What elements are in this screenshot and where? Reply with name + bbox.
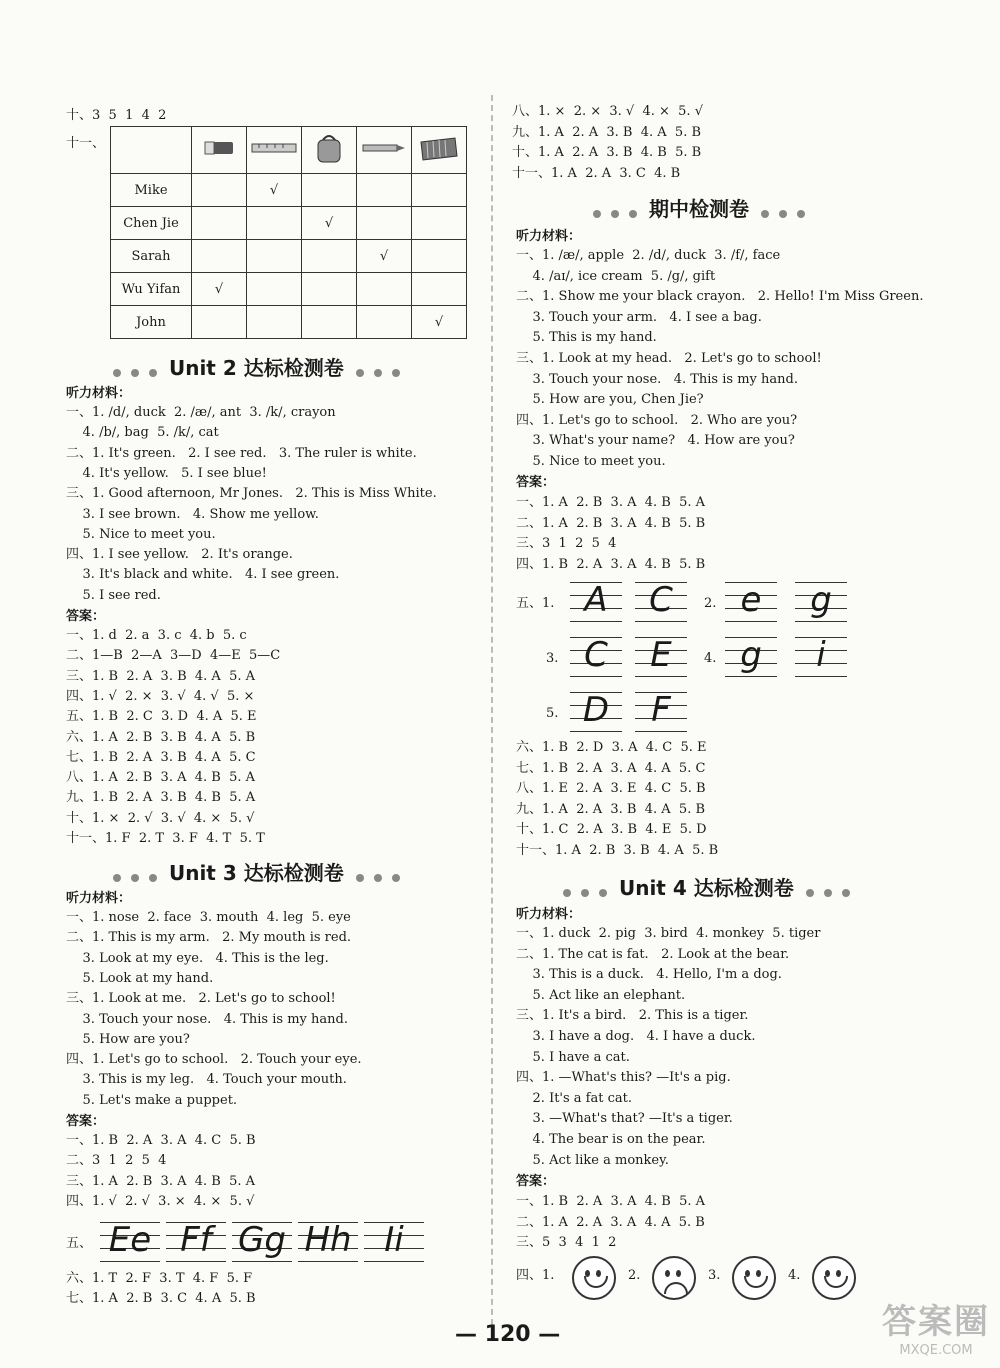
answer-line: 一、1. A 2. B 3. A 4. B 5. A <box>516 495 706 510</box>
decor-dots <box>108 863 162 887</box>
handwritten-letter: Ii <box>384 1220 404 1260</box>
table-row <box>111 240 467 273</box>
handwritten-letter: e <box>740 580 762 620</box>
listening-line: 四、1. Let's go to school. 2. Who are you? <box>516 412 798 428</box>
letter-writing-box <box>100 1222 160 1262</box>
listening-line: 二、1. This is my arm. 2. My mouth is red. <box>66 930 352 946</box>
letter-writing-box <box>298 1222 358 1262</box>
cell <box>302 240 357 273</box>
answer-line: 三、1. A 2. B 3. A 4. B 5. A <box>66 1173 256 1189</box>
face-number-2: 2. <box>628 1268 641 1283</box>
cell <box>192 207 247 240</box>
table-row <box>111 306 467 339</box>
sad-face-icon <box>652 1256 696 1300</box>
cell <box>357 273 412 306</box>
answer-line: 一、1. B 2. A 3. A 4. B 5. A <box>516 1194 706 1209</box>
cell <box>192 240 247 273</box>
pencil-icon <box>357 127 412 174</box>
cell <box>302 273 357 306</box>
answer-label: 答案： <box>66 1114 106 1129</box>
face-number-4: 4. <box>788 1268 801 1283</box>
listening-line: 3. This is a duck. 4. Hello, I'm a dog. <box>516 967 782 983</box>
listening-line: 一、1. nose 2. face 3. mouth 4. leg 5. eye <box>66 910 351 925</box>
answer-line: 四、1. √ 2. √ 3. × 4. × 5. √ <box>66 1193 255 1209</box>
answer-line: 三、5 3 4 1 2 <box>516 1235 617 1251</box>
answer-line: 九、1. B 2. A 3. B 4. B 5. A <box>66 790 256 806</box>
listening-line: 3. I have a dog. 4. I have a duck. <box>516 1029 756 1044</box>
row-name: Wu Yifan <box>111 273 192 306</box>
answer-line: 七、1. A 2. B 3. C 4. A 5. B <box>66 1291 256 1307</box>
midterm-title: 期中检测卷 <box>588 193 810 223</box>
cell <box>412 240 467 273</box>
listening-line: 一、1. /æ/, apple 2. /d/, duck 3. /f/, face <box>516 248 781 263</box>
listen-label: 听力材料： <box>516 907 582 922</box>
listening-line: 四、1. —What's this? —It's a pig. <box>516 1070 731 1086</box>
letter-writing-box <box>364 1222 424 1262</box>
answer-line: 八、1. E 2. A 3. E 4. C 5. B <box>516 781 706 797</box>
handwritten-letter: g <box>740 635 762 675</box>
listening-line: 5. Nice to meet you. <box>66 526 216 542</box>
listening-line: 5. Nice to meet you. <box>516 454 666 469</box>
answer-line: 二、3 1 2 5 4 <box>66 1153 167 1169</box>
answer-line: 六、1. T 2. F 3. T 4. F 5. F <box>66 1271 253 1286</box>
listening-line: 3. Touch your arm. 4. I see a bag. <box>516 309 762 325</box>
section-11-label: 十一、 <box>66 136 106 151</box>
listening-line: 一、1. /d/, duck 2. /æ/, ant 3. /k/, crayon <box>66 405 336 420</box>
unit3-a5-label: 五、 <box>66 1236 93 1251</box>
cell: √ <box>247 174 302 207</box>
handwritten-letter: F <box>651 690 671 730</box>
listening-line: 5. This is my hand. <box>516 330 657 346</box>
answer-line: 十一、1. A 2. A 3. C 4. B <box>512 165 681 181</box>
answer-line: 六、1. B 2. D 3. A 4. C 5. E <box>516 740 707 755</box>
unit4-title: Unit 4 达标检测卷 <box>558 872 855 902</box>
letter-writing-box <box>635 692 687 732</box>
section-10-answer: 十、3 5 1 4 2 <box>66 108 167 123</box>
listening-line: 二、1. Show me your black crayon. 2. Hello! I'm Miss Green. <box>516 289 924 305</box>
listening-line: 3. Touch your nose. 4. This is my hand. <box>516 371 798 387</box>
cell <box>192 174 247 207</box>
answer-line: 一、1. d 2. a 3. c 4. b 5. c <box>66 628 247 643</box>
listening-line: 3. It's black and white. 4. I see green. <box>66 567 340 583</box>
cell <box>412 273 467 306</box>
answer-line: 八、1. A 2. B 3. A 4. B 5. A <box>66 770 256 786</box>
unit3-title: Unit 3 达标检测卷 <box>108 857 405 887</box>
listening-line: 一、1. duck 2. pig 3. bird 4. monkey 5. tiger <box>516 926 821 941</box>
listening-line: 二、1. It's green. 2. I see red. 3. The ruler is white. <box>66 445 417 461</box>
writing-label-3: 3. <box>546 651 559 666</box>
cell <box>247 207 302 240</box>
handwritten-letter: A <box>584 580 608 620</box>
cell <box>302 306 357 339</box>
cell: √ <box>412 306 467 339</box>
writing-label-5: 5. <box>546 706 559 721</box>
eraser-icon <box>192 127 247 174</box>
row-name: Sarah <box>111 240 192 273</box>
listening-line: 3. —What's that? —It's a tiger. <box>516 1111 733 1127</box>
listen-label: 听力材料： <box>516 229 582 244</box>
ruler-icon <box>247 127 302 174</box>
cell <box>302 174 357 207</box>
decor-dots <box>108 358 162 382</box>
letter-writing-box <box>635 637 687 677</box>
listening-line: 二、1. The cat is fat. 2. Look at the bear. <box>516 946 790 962</box>
letter-writing-box <box>166 1222 226 1262</box>
letter-writing-box <box>570 637 622 677</box>
answer-line: 三、1. B 2. A 3. B 4. A 5. A <box>66 668 256 684</box>
listening-line: 三、1. Good afternoon, Mr Jones. 2. This is Miss White. <box>66 486 437 502</box>
listening-line: 4. /aɪ/, ice cream 5. /g/, gift <box>516 268 716 284</box>
watermark-logo: 答案圈 MXQE.COM <box>882 1302 990 1358</box>
listening-line: 四、1. Let's go to school. 2. Touch your eye. <box>66 1052 362 1068</box>
letter-writing-box <box>725 637 777 677</box>
answer-line: 二、1—B 2—A 3—D 4—E 5—C <box>66 648 281 664</box>
listening-line: 3. Touch your nose. 4. This is my hand. <box>66 1011 348 1027</box>
listening-line: 三、1. Look at my head. 2. Let's go to school! <box>516 351 822 366</box>
handwritten-letter: i <box>816 635 826 675</box>
cell <box>192 306 247 339</box>
decor-dots <box>558 878 612 902</box>
answer-line: 六、1. A 2. B 3. B 4. A 5. B <box>66 729 256 745</box>
answer-line: 二、1. A 2. B 3. A 4. B 5. B <box>516 515 706 531</box>
writing-label-4: 4. <box>704 651 717 666</box>
handwritten-letter: C <box>649 580 673 620</box>
answer-line: 一、1. B 2. A 3. A 4. C 5. B <box>66 1133 256 1148</box>
unit2-title: Unit 2 达标检测卷 <box>108 352 405 382</box>
happy-face-icon <box>812 1256 856 1300</box>
table-row <box>111 174 467 207</box>
answer-line: 九、1. A 2. A 3. B 4. A 5. B <box>512 124 702 140</box>
writing-label-2: 2. <box>704 596 717 611</box>
table-corner <box>111 127 192 174</box>
cell: √ <box>302 207 357 240</box>
listening-line: 三、1. Look at me. 2. Let's go to school! <box>66 991 336 1007</box>
answer-line: 十一、1. A 2. B 3. B 4. A 5. B <box>516 843 719 858</box>
answer-line: 十、1. × 2. √ 3. √ 4. × 5. √ <box>66 810 255 826</box>
answer-line: 十、1. A 2. A 3. B 4. B 5. B <box>512 145 702 160</box>
answer-line: 七、1. B 2. A 3. B 4. A 5. C <box>66 749 256 765</box>
handwritten-letter: Gg <box>238 1220 286 1260</box>
listening-line: 4. It's yellow. 5. I see blue! <box>66 465 267 481</box>
row-name: John <box>111 306 192 339</box>
decor-dots <box>588 199 642 223</box>
answer-line: 八、1. × 2. × 3. √ 4. × 5. √ <box>512 104 703 119</box>
cell <box>247 240 302 273</box>
answer-label: 答案： <box>516 1174 556 1189</box>
handwritten-letter: Hh <box>304 1220 352 1260</box>
listening-line: 三、1. It's a bird. 2. This is a tiger. <box>516 1008 749 1024</box>
writing-label-1: 五、1. <box>516 596 555 611</box>
answer-line: 二、1. A 2. A 3. A 4. A 5. B <box>516 1214 705 1230</box>
answer-line: 九、1. A 2. A 3. B 4. A 5. B <box>516 801 706 817</box>
cell: √ <box>192 273 247 306</box>
answer-table <box>110 126 467 339</box>
handwritten-letter: g <box>810 580 832 620</box>
answer-label: 答案： <box>516 475 556 490</box>
cell <box>412 174 467 207</box>
cell <box>247 306 302 339</box>
listen-label: 听力材料： <box>66 386 132 401</box>
decor-dots <box>756 199 810 223</box>
decor-dots <box>801 878 855 902</box>
listening-line: 3. This is my leg. 4. Touch your mouth. <box>66 1072 347 1088</box>
listening-line: 3. Look at my eye. 4. This is the leg. <box>66 950 329 966</box>
letter-writing-box <box>795 582 847 622</box>
listening-line: 5. I see red. <box>66 587 161 603</box>
listening-line: 2. It's a fat cat. <box>516 1090 632 1106</box>
cell: √ <box>357 240 412 273</box>
row-name: Chen Jie <box>111 207 192 240</box>
answer-line: 十、1. C 2. A 3. B 4. E 5. D <box>516 822 707 838</box>
happy-face-icon <box>572 1256 616 1300</box>
handwritten-letter: D <box>582 690 610 730</box>
listening-line: 5. I have a cat. <box>516 1049 630 1065</box>
listening-line: 3. What's your name? 4. How are you? <box>516 433 795 449</box>
table-row <box>111 273 467 306</box>
listening-line: 4. The bear is on the pear. <box>516 1132 706 1147</box>
letter-writing-box <box>570 692 622 732</box>
handwritten-letter: Ff <box>180 1220 212 1260</box>
answer-line: 三、3 1 2 5 4 <box>516 536 617 551</box>
pencil-box-icon <box>412 127 467 174</box>
faces-label: 四、1. <box>516 1268 555 1283</box>
listening-line: 5. Act like a monkey. <box>516 1152 669 1168</box>
row-name: Mike <box>111 174 192 207</box>
listening-line: 5. How are you, Chen Jie? <box>516 392 704 408</box>
listening-line: 5. Look at my hand. <box>66 970 214 986</box>
cell <box>247 273 302 306</box>
page-number: — 120 — <box>455 1322 561 1347</box>
answer-line: 四、1. B 2. A 3. A 4. B 5. B <box>516 556 706 572</box>
answer-label: 答案： <box>66 609 106 624</box>
decor-dots <box>351 358 405 382</box>
cell <box>412 207 467 240</box>
handwritten-letter: E <box>650 635 672 675</box>
answer-line: 十一、1. F 2. T 3. F 4. T 5. T <box>66 831 265 846</box>
cell <box>357 174 412 207</box>
answer-line: 七、1. B 2. A 3. A 4. A 5. C <box>516 760 706 776</box>
listening-line: 5. How are you? <box>66 1031 190 1047</box>
table-row <box>111 207 467 240</box>
listening-line: 3. I see brown. 4. Show me yellow. <box>66 506 319 522</box>
cell <box>357 207 412 240</box>
happy-face-icon <box>732 1256 776 1300</box>
handwritten-letter: Ee <box>108 1220 152 1260</box>
handwritten-letter: C <box>584 635 608 675</box>
listening-line: 4. /b/, bag 5. /k/, cat <box>66 425 219 441</box>
listen-label: 听力材料： <box>66 891 132 906</box>
answer-line: 五、1. B 2. C 3. D 4. A 5. E <box>66 709 257 725</box>
cell <box>357 306 412 339</box>
listening-line: 5. Act like an elephant. <box>516 987 686 1003</box>
face-number-3: 3. <box>708 1268 721 1283</box>
column-divider <box>491 95 493 1335</box>
answer-line: 四、1. √ 2. × 3. √ 4. √ 5. × <box>66 688 255 704</box>
letter-writing-box <box>232 1222 292 1262</box>
letter-writing-box <box>635 582 687 622</box>
letter-writing-box <box>570 582 622 622</box>
letter-writing-box <box>795 637 847 677</box>
listening-line: 5. Let's make a puppet. <box>66 1092 238 1108</box>
bag-icon <box>302 127 357 174</box>
letter-writing-box <box>725 582 777 622</box>
listening-line: 四、1. I see yellow. 2. It's orange. <box>66 547 293 563</box>
decor-dots <box>351 863 405 887</box>
